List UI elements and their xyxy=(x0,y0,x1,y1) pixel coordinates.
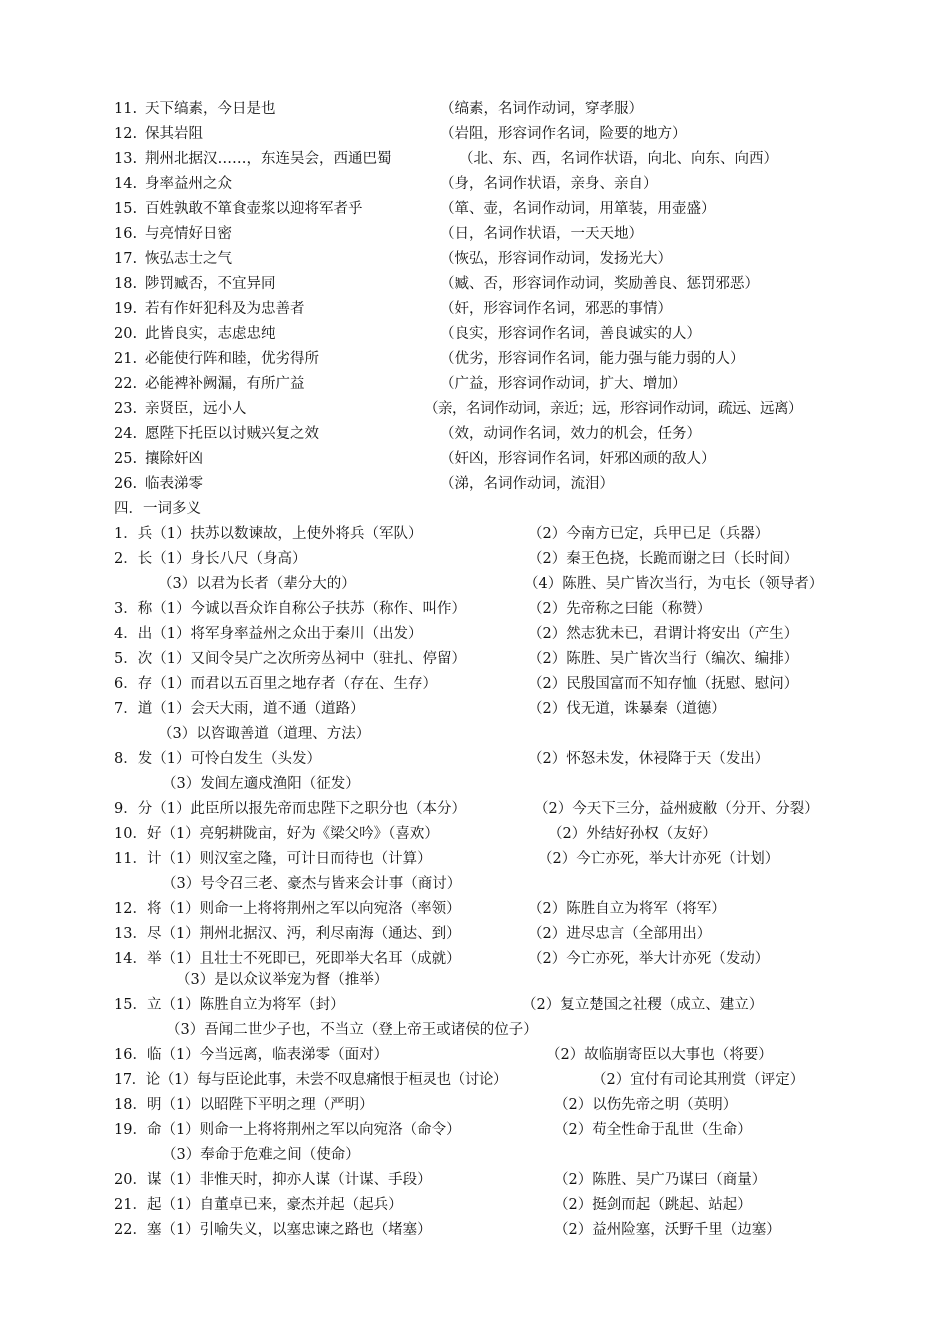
item-text: 天下缟素，今日是也 xyxy=(145,101,276,117)
section3-item xyxy=(0,447,950,472)
section4-title: 四．一词多义 xyxy=(114,501,201,517)
entry-left: 12．将（1）则命一上将将荆州之军以向宛洛（率领） xyxy=(114,901,461,917)
entry-left: （3）吾闻二世少子也，不当立（登上帝王或诸侯的位子） xyxy=(166,1022,538,1038)
section3-item xyxy=(0,272,950,297)
polysemy-row xyxy=(0,1168,950,1193)
section3-item xyxy=(0,247,950,272)
item-text: 陟罚臧否，不宜异同 xyxy=(145,276,276,292)
item-number: 22. xyxy=(114,376,138,392)
entry-left: 8．发（1）可怜白发生（头发） xyxy=(114,751,321,767)
polysemy-row xyxy=(0,597,950,622)
section3-item xyxy=(0,222,950,247)
entry-left: 14．举（1）且壮士不死即已，死即举大名耳（成就） xyxy=(114,951,461,967)
item-note: （缟素，名词作动词，穿孝服） xyxy=(440,101,643,117)
polysemy-row xyxy=(0,847,950,872)
entry-left: 21．起（1）自董卓已来，豪杰并起（起兵） xyxy=(114,1197,403,1213)
entry-left: （3）是以众议举宠为督（推举） xyxy=(176,972,389,988)
item-note: （身，名词作状语，亲身、亲自） xyxy=(440,176,658,192)
polysemy-row xyxy=(0,822,950,847)
section4-heading xyxy=(0,497,950,522)
entry-right: （2）民殷国富而不知存恤（抚慰、慰问） xyxy=(528,676,799,692)
entry-left: 4．出（1）将军身率益州之众出于秦川（出发） xyxy=(114,626,423,642)
entry-right: （2）先帝称之曰能（称赞） xyxy=(528,601,712,617)
item-note: （日，名词作状语，一天天地） xyxy=(440,226,643,242)
item-text: 保其岩阻 xyxy=(145,126,203,142)
polysemy-row xyxy=(0,922,950,947)
entry-right: （2）然志犹未已，君谓计将安出（产生） xyxy=(528,626,799,642)
entry-right: （2）秦王色挠，长跪而谢之曰（长时间） xyxy=(528,551,799,567)
entry-right: （2）今亡亦死，举大计亦死（发动） xyxy=(528,951,770,967)
section3-item xyxy=(0,397,950,422)
polysemy-row xyxy=(0,797,950,822)
item-number: 20. xyxy=(114,326,138,342)
polysemy-row xyxy=(0,1118,950,1143)
item-text: 此皆良实，志虑忠纯 xyxy=(145,326,276,342)
entry-left: （3）号令召三老、豪杰与皆来会计事（商讨） xyxy=(162,876,462,892)
item-text: 临表涕零 xyxy=(145,476,203,492)
item-text: 必能使行阵和睦，优劣得所 xyxy=(145,351,319,367)
entry-left: （3）以君为长者（辈分大的） xyxy=(158,576,356,592)
polysemy-row xyxy=(0,968,950,993)
section3-item xyxy=(0,322,950,347)
item-text: 必能裨补阙漏，有所广益 xyxy=(145,376,305,392)
item-text: 荆州北据汉……，东连吴会，西通巴蜀 xyxy=(145,151,392,167)
section3-item xyxy=(0,147,950,172)
entry-left: 17．论（1）每与臣论此事，未尝不叹息痛恨于桓灵也（讨论） xyxy=(114,1072,508,1088)
item-note: （良实，形容词作名词，善良诚实的人） xyxy=(440,326,701,342)
polysemy-row xyxy=(0,572,950,597)
entry-right: （2）今亡亦死，举大计亦死（计划） xyxy=(538,851,780,867)
item-text: 若有作奸犯科及为忠善者 xyxy=(145,301,305,317)
item-text: 恢弘志士之气 xyxy=(145,251,232,267)
entry-left: 10．好（1）亮躬耕陇亩，好为《梁父吟》（喜欢） xyxy=(114,826,439,842)
entry-left: （3）发闾左適戍渔阳（征发） xyxy=(162,776,360,792)
section3-item xyxy=(0,197,950,222)
item-note: （奸，形容词作名词，邪恶的事情） xyxy=(440,301,672,317)
entry-left: 6．存（1）而君以五百里之地存者（存在、生存） xyxy=(114,676,437,692)
item-number: 26. xyxy=(114,476,138,492)
section3-item xyxy=(0,172,950,197)
item-number: 16. xyxy=(114,226,138,242)
polysemy-row xyxy=(0,697,950,722)
polysemy-row xyxy=(0,772,950,797)
item-note: （恢弘，形容词作动词，发扬光大） xyxy=(440,251,672,267)
item-text: 亲贤臣，远小人 xyxy=(145,401,247,417)
entry-right: （2）挺剑而起（跳起、站起） xyxy=(554,1197,752,1213)
item-note: （奸凶，形容词作名词，奸邪凶顽的敌人） xyxy=(440,451,716,467)
entry-right: （2）故临崩寄臣以大事也（将要） xyxy=(546,1047,773,1063)
section3-item xyxy=(0,97,950,122)
item-number: 13. xyxy=(114,151,138,167)
entry-right: （2）陈胜、吴广皆次当行（编次、编排） xyxy=(528,651,799,667)
item-text: 百姓孰敢不箪食壶浆以迎将军者乎 xyxy=(145,201,363,217)
entry-left: 15．立（1）陈胜自立为将军（封） xyxy=(114,997,345,1013)
polysemy-row xyxy=(0,1018,950,1043)
polysemy-row xyxy=(0,672,950,697)
polysemy-row xyxy=(0,647,950,672)
polysemy-row xyxy=(0,1043,950,1068)
entry-right: （2）今天下三分，益州疲敝（分开、分裂） xyxy=(534,801,819,817)
section3-item xyxy=(0,472,950,497)
item-text: 身率益州之众 xyxy=(145,176,232,192)
polysemy-row xyxy=(0,872,950,897)
polysemy-row xyxy=(0,993,950,1018)
entry-left: 9．分（1）此臣所以报先帝而忠陛下之职分也（本分） xyxy=(114,801,466,817)
item-number: 23. xyxy=(114,401,138,417)
polysemy-row xyxy=(0,1218,950,1243)
entry-left: 5．次（1）又间令吴广之次所旁丛祠中（驻扎、停留） xyxy=(114,651,466,667)
entry-left: 22．塞（1）引喻失义，以塞忠谏之路也（堵塞） xyxy=(114,1222,432,1238)
polysemy-row xyxy=(0,622,950,647)
entry-left: 7．道（1）会天大雨，道不通（道路） xyxy=(114,701,365,717)
entry-left: 19．命（1）则命一上将将荆州之军以向宛洛（命令） xyxy=(114,1122,461,1138)
polysemy-row xyxy=(0,1143,950,1168)
polysemy-row xyxy=(0,1193,950,1218)
polysemy-row xyxy=(0,747,950,772)
entry-right: （2）复立楚国之社稷（成立、建立） xyxy=(522,997,764,1013)
polysemy-row xyxy=(0,1093,950,1118)
entry-right: （2）进尽忠言（全部用出） xyxy=(528,926,712,942)
section3-item xyxy=(0,347,950,372)
polysemy-row xyxy=(0,547,950,572)
entry-left: （3）以咨诹善道（道理、方法） xyxy=(158,726,371,742)
polysemy-row xyxy=(0,1068,950,1093)
item-number: 15. xyxy=(114,201,138,217)
item-number: 18. xyxy=(114,276,138,292)
section3-item xyxy=(0,297,950,322)
entry-left: （3）奉命于危难之间（使命） xyxy=(162,1147,360,1163)
item-note: （臧、否，形容词作动词，奖励善良、惩罚邪恶） xyxy=(440,276,759,292)
entry-left: 18．明（1）以昭陛下平明之理（严明） xyxy=(114,1097,374,1113)
item-note: （亲，名词作动词，亲近；远，形容词作动词，疏远、远离） xyxy=(424,401,802,417)
entry-left: 1．兵（1）扶苏以数谏故，上使外将兵（军队） xyxy=(114,526,423,542)
polysemy-row xyxy=(0,897,950,922)
entry-right: （2）今南方已定，兵甲已足（兵器） xyxy=(528,526,770,542)
entry-right: （2）怀怒未发，休祲降于天（发出） xyxy=(528,751,770,767)
entry-right: （2）伐无道，诛暴秦（道德） xyxy=(528,701,726,717)
entry-right: （2）以伤先帝之明（英明） xyxy=(554,1097,738,1113)
entry-right: （2）苟全性命于乱世（生命） xyxy=(554,1122,752,1138)
item-note: （效，动词作名词，效力的机会，任务） xyxy=(440,426,701,442)
section3-item xyxy=(0,372,950,397)
item-number: 19. xyxy=(114,301,138,317)
item-note: （广益，形容词作动词，扩大、增加） xyxy=(440,376,687,392)
section3-item xyxy=(0,122,950,147)
entry-right: （2）陈胜自立为将军（将军） xyxy=(528,901,726,917)
entry-right: （2）陈胜、吴广乃谋曰（商量） xyxy=(554,1172,767,1188)
item-text: 愿陛下托臣以讨贼兴复之效 xyxy=(145,426,319,442)
item-note: （北、东、西，名词作状语，向北、向东、向西） xyxy=(459,151,778,167)
polysemy-row xyxy=(0,722,950,747)
item-number: 24. xyxy=(114,426,138,442)
entry-left: 11．计（1）则汉室之隆，可计日而待也（计算） xyxy=(114,851,432,867)
item-number: 25. xyxy=(114,451,138,467)
item-text: 攘除奸凶 xyxy=(145,451,203,467)
entry-left: 13．尽（1）荆州北据汉、沔，利尽南海（通达、到） xyxy=(114,926,461,942)
entry-right: （2）宜付有司论其刑赏（评定） xyxy=(592,1072,805,1088)
item-note: （岩阻，形容词作名词，险要的地方） xyxy=(440,126,687,142)
entry-right: （4）陈胜、吴广皆次当行，为屯长（领导者） xyxy=(524,576,824,592)
polysemy-row xyxy=(0,522,950,547)
item-number: 14. xyxy=(114,176,138,192)
entry-right: （2）外结好孙权（友好） xyxy=(548,826,717,842)
item-number: 17. xyxy=(114,251,138,267)
entry-left: 16．临（1）今当远离，临表涕零（面对） xyxy=(114,1047,389,1063)
section3-item xyxy=(0,422,950,447)
entry-left: 20．谋（1）非惟天时，抑亦人谋（计谋、手段） xyxy=(114,1172,432,1188)
entry-left: 2．长（1）身长八尺（身高） xyxy=(114,551,307,567)
item-note: （优劣，形容词作名词，能力强与能力弱的人） xyxy=(440,351,745,367)
item-text: 与亮情好日密 xyxy=(145,226,232,242)
entry-right: （2）益州险塞，沃野千里（边塞） xyxy=(554,1222,781,1238)
entry-left: 3．称（1）今诚以吾众诈自称公子扶苏（称作、叫作） xyxy=(114,601,466,617)
item-number: 21. xyxy=(114,351,138,367)
item-note: （箪、壶，名词作动词，用箪装，用壶盛） xyxy=(440,201,716,217)
item-note: （涕，名词作动词，流泪） xyxy=(440,476,614,492)
item-number: 12. xyxy=(114,126,138,142)
item-number: 11. xyxy=(114,101,138,117)
